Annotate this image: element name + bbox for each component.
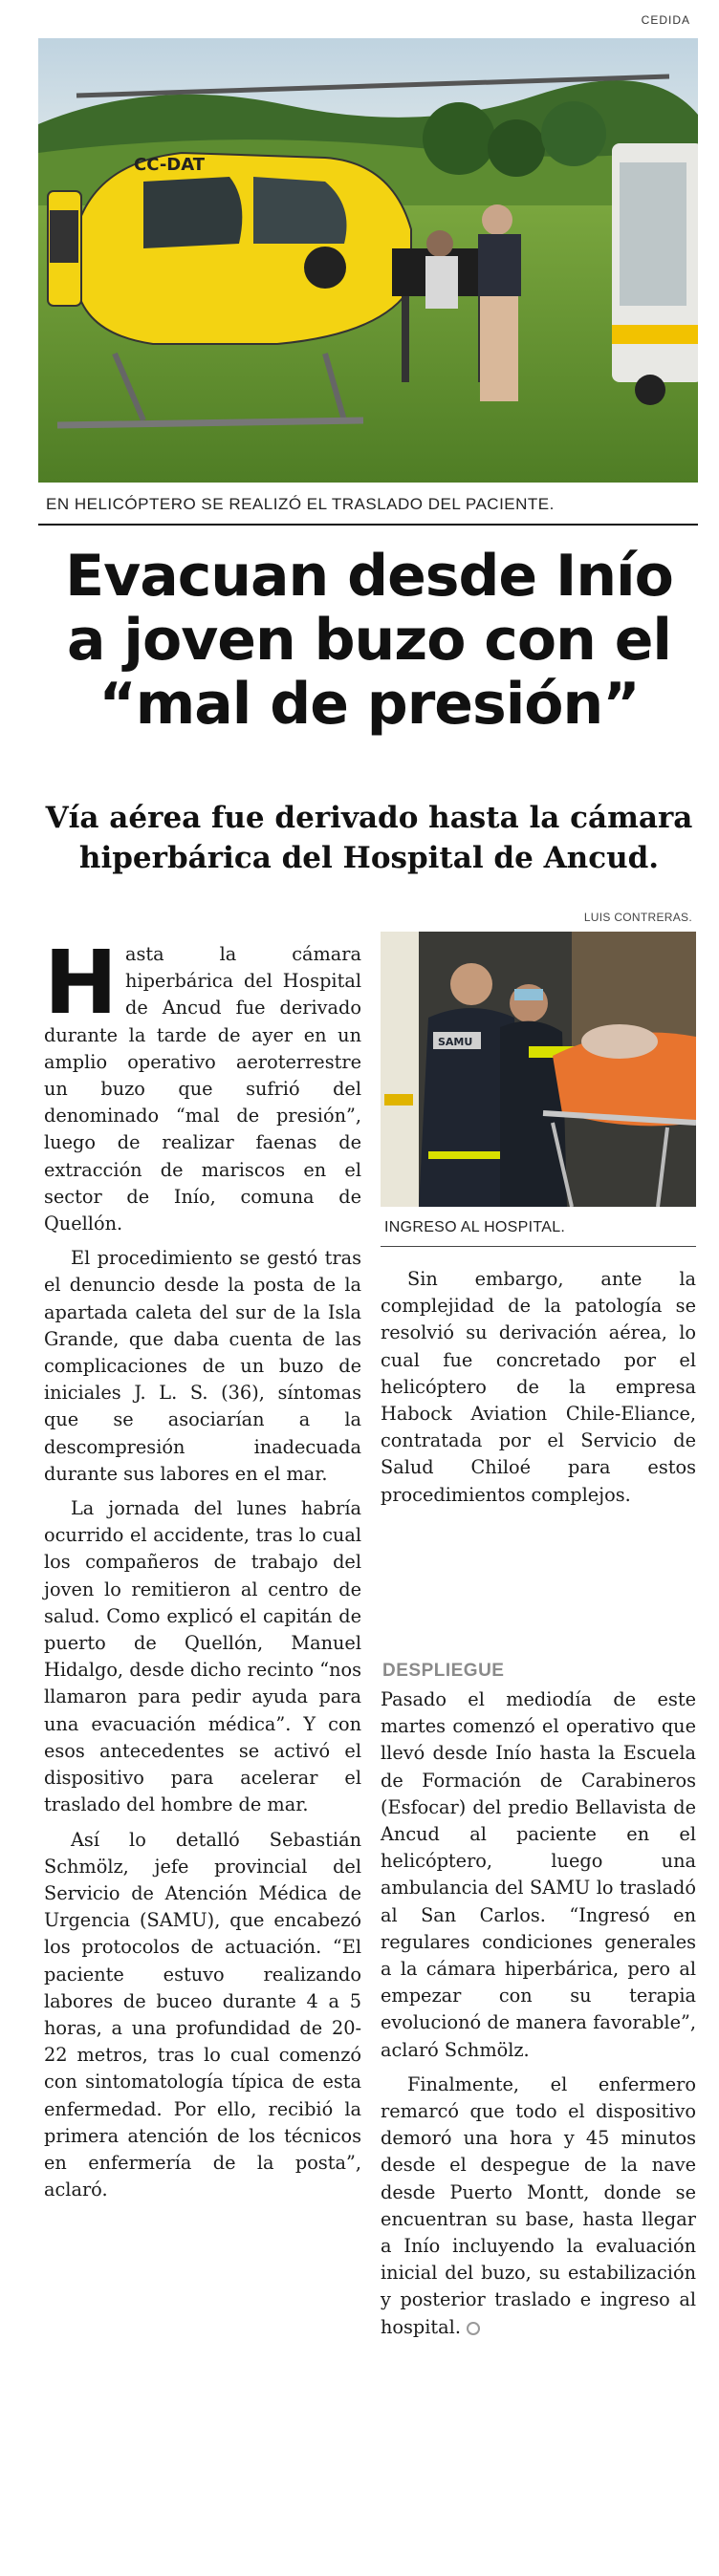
deck-line-2: hiperbárica del Hospital de Ancud. xyxy=(78,841,660,875)
paragraph-6: Pasado el mediodía de este martes comenzó el operativo que llevó desde Inío hasta la Escuela de Formación de Carabineros (Esfocar) del predio Bellavista de Ancud al paciente en el helicóptero, luego una ambulancia del SAMU lo trasladó al San Carlos. “Ingresó en regulares condiciones generales a la cámara hiperbárica, pero al empezar con su terapia evolucionó de manera favorable”, aclaró Schmölz. xyxy=(381,1688,696,2061)
paragraph-7-text: Finalmente, el enfermero remarcó que todo el dispositivo demoró una hora y 45 minutos desde el despegue de la nave desde Puerto Montt, donde se encuentran su base, hasta llegar a Inío incluyendo la evaluación inicial del buzo, su estabilización y posterior traslado e ingreso al hospital. xyxy=(381,2072,696,2338)
hero-caption: EN HELICÓPTERO SE REALIZÓ EL TRASLADO DEL PACIENTE. xyxy=(46,495,555,513)
hero-photo xyxy=(38,38,698,483)
paragraph-2: El procedimiento se gestó tras el denuncio desde la posta de la apartada caleta del sur de la Isla Grande, que daba cuenta de las complicaciones de un buzo de iniciales J. L. S. (36), síntomas que se asociarían a la descompresión inadecuada durante sus labores en el mar. xyxy=(44,1247,361,1485)
inset-photo xyxy=(381,932,696,1207)
inset-photo-credit: LUIS CONTRERAS. xyxy=(583,911,692,924)
paragraph-3: La jornada del lunes habría ocurrido el accidente, tras lo cual los compañeros de trabajo del joven lo remitieron al centro de salud. Como explicó el capitán de puerto de Quellón, Manuel Hidalgo, desde dicho recinto “nos llamaron para pedir ayuda para una evacuación médica”. Y con esos antecedentes se activó el dispositivo para acelerar el traslado del hombre de mar. xyxy=(44,1497,361,1816)
end-of-article-icon xyxy=(467,2322,480,2335)
headline-line-3: “mal de presión” xyxy=(98,671,640,738)
photo-credit-top: CEDIDA xyxy=(641,13,690,27)
aircraft-registration: CC-DAT xyxy=(134,155,206,175)
paragraph-7 xyxy=(381,2072,696,2341)
paragraph-4: Así lo detalló Sebastián Schmölz, jefe provincial del Servicio de Atención Médica de Urgencia (SAMU), que encabezó los protocolos de actuación. “El paciente estuvo realizando labores de buceo durante 4 a 5 horas, a una profundidad de 20-22 metros, tras lo cual comenzó con sintomatología típica de esta enfermedad. Por ello, recibió la primera atención de los técnicos en enfermería de la posta”, aclaró. xyxy=(44,1828,361,2201)
headline-line-2: a joven buzo con el xyxy=(67,607,671,674)
drop-cap: H xyxy=(44,932,118,1034)
article-column-right-top xyxy=(381,1266,696,1516)
paragraph-5: Sin embargo, ante la complejidad de la patología se resolvió su derivación aérea, lo cual fue concretado por el helicóptero de la empresa Habock Aviation Chile-Eliance, contratada por el Servicio de Salud Chiloé para estos procedimientos complejos. xyxy=(381,1268,696,1506)
paragraph-1 xyxy=(44,932,361,1237)
article-column-right-bottom xyxy=(381,1686,696,2349)
deck-subtitle xyxy=(44,798,694,878)
article-column-left xyxy=(44,932,361,2211)
inset-caption: INGRESO AL HOSPITAL. xyxy=(384,1219,566,1235)
section-subhead: DESPLIEGUE xyxy=(382,1661,505,1681)
samu-badge-text: SAMU xyxy=(438,1036,473,1048)
paragraph-1-text: asta la cámara hiperbárica del Hospital de Ancud fue derivado durante la tarde de ayer en un amplio operativo aeroterrestre un buzo que sufrió del denominado “mal de presión”, luego de realizar faenas de extracción de mariscos en el sector de Inío, comuna de Quellón. xyxy=(44,943,361,1235)
headline xyxy=(44,545,694,737)
headline-line-1: Evacuan desde Inío xyxy=(65,543,673,610)
caption-divider xyxy=(38,524,698,526)
inset-caption-divider xyxy=(381,1246,696,1247)
deck-line-1: Vía aérea fue derivado hasta la cámara xyxy=(45,801,693,835)
